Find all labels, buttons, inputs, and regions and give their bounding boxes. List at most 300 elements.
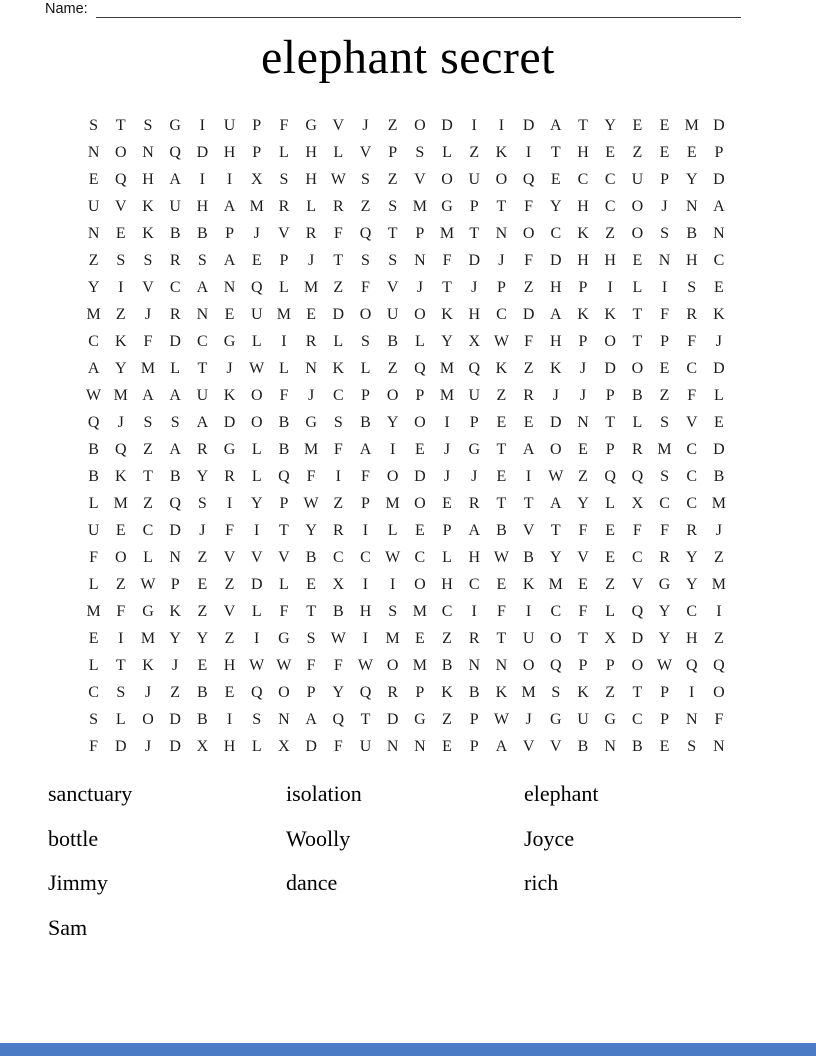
grid-letter: N	[223, 278, 236, 296]
grid-letter: L	[88, 494, 99, 512]
grid-letter: Q	[250, 683, 263, 701]
grid-letter: U	[631, 170, 644, 188]
grid-letter: Z	[442, 629, 452, 647]
grid-letter: C	[88, 683, 99, 701]
grid-letter: P	[170, 575, 180, 593]
grid-letter: V	[278, 224, 290, 242]
grid-letter: N	[658, 251, 671, 269]
grid-letter: A	[522, 440, 535, 458]
grid-letter: I	[226, 710, 233, 728]
grid-letter: T	[143, 467, 153, 485]
grid-letter: L	[387, 521, 398, 539]
grid-letter: D	[522, 305, 535, 323]
grid-letter: O	[414, 116, 426, 134]
grid-letter: U	[468, 386, 480, 404]
grid-letter: M	[140, 629, 156, 647]
grid-letter: D	[169, 521, 181, 539]
grid-letter: H	[577, 251, 589, 269]
grid-letter: P	[252, 116, 262, 134]
grid-letter: Y	[196, 467, 209, 485]
grid-letter: E	[442, 737, 452, 755]
grid-letter: Y	[386, 413, 399, 431]
grid-letter: P	[605, 440, 615, 458]
grid-letter: O	[604, 332, 616, 350]
grid-letter: P	[496, 278, 506, 296]
grid-letter: M	[113, 494, 128, 512]
grid-letter: H	[685, 629, 698, 647]
grid-letter: P	[252, 143, 262, 161]
grid-letter: D	[713, 359, 725, 377]
grid-letter: B	[387, 332, 398, 350]
grid-letter: M	[711, 575, 727, 593]
grid-letter: Q	[87, 413, 100, 431]
grid-letter: W	[140, 575, 156, 593]
grid-letter: W	[548, 467, 564, 485]
grid-letter: H	[468, 548, 480, 566]
grid-letter: P	[361, 386, 370, 404]
grid-letter: A	[468, 521, 480, 539]
grid-letter: J	[226, 359, 233, 377]
grid-letter: U	[196, 386, 209, 404]
grid-letter: I	[254, 521, 260, 539]
grid-letter: O	[115, 548, 127, 566]
grid-letter: L	[88, 575, 99, 593]
grid-letter: L	[605, 602, 616, 620]
grid-letter: E	[251, 251, 262, 269]
grid-letter: L	[360, 359, 371, 377]
grid-letter: P	[578, 278, 588, 296]
grid-letter: F	[279, 116, 289, 134]
grid-letter: C	[686, 440, 698, 458]
grid-letter: K	[495, 143, 508, 161]
grid-letter: L	[279, 143, 289, 161]
grid-letter: W	[385, 548, 401, 566]
grid-letter: P	[415, 683, 425, 701]
grid-letter: V	[522, 521, 535, 539]
grid-letter: N	[305, 359, 317, 377]
grid-letter: A	[169, 386, 181, 404]
grid-letter: T	[550, 143, 561, 161]
grid-letter: V	[278, 548, 290, 566]
grid-letter: G	[468, 440, 480, 458]
grid-letter: K	[604, 305, 616, 323]
grid-letter: J	[199, 521, 206, 539]
grid-letter: G	[278, 629, 290, 647]
grid-letter: Z	[714, 548, 724, 566]
grid-letter: E	[88, 629, 99, 647]
grid-letter: W	[249, 656, 265, 674]
grid-letter: S	[89, 710, 99, 728]
grid-letter: W	[330, 170, 346, 188]
grid-letter: R	[169, 305, 181, 323]
grid-letter: T	[387, 224, 398, 242]
grid-letter: C	[441, 602, 453, 620]
grid-letter: H	[577, 197, 589, 215]
word-item: Joyce	[524, 825, 575, 851]
grid-letter: Q	[332, 710, 345, 728]
grid-letter: Y	[441, 332, 453, 350]
grid-letter: I	[444, 413, 450, 431]
grid-letter: C	[468, 575, 480, 593]
grid-letter: L	[143, 548, 153, 566]
grid-letter: E	[605, 548, 616, 566]
grid-letter: W	[86, 386, 102, 404]
grid-letter: Q	[115, 170, 127, 188]
grid-letter: Q	[359, 683, 372, 701]
grid-letter: V	[414, 170, 426, 188]
grid-letter: W	[656, 656, 673, 674]
grid-letter: M	[303, 440, 319, 458]
grid-letter: W	[330, 629, 346, 647]
grid-letter: C	[332, 548, 344, 566]
grid-letter: Z	[360, 197, 371, 215]
grid-letter: D	[631, 629, 644, 647]
grid-letter: Q	[169, 494, 181, 512]
grid-letter: B	[197, 224, 208, 242]
grid-letter: S	[361, 251, 370, 269]
grid-letter: F	[578, 521, 588, 539]
grid-letter: D	[196, 143, 209, 161]
grid-letter: L	[442, 143, 452, 161]
grid-letter: M	[412, 197, 427, 215]
grid-letter: D	[305, 737, 317, 755]
grid-letter: A	[223, 197, 236, 215]
grid-letter: Y	[685, 575, 698, 593]
grid-letter: O	[522, 224, 535, 242]
grid-letter: C	[577, 170, 589, 188]
grid-letter: L	[170, 359, 181, 377]
grid-letter: C	[686, 359, 698, 377]
grid-letter: S	[415, 143, 425, 161]
grid-letter: H	[550, 278, 562, 296]
grid-letter: R	[169, 251, 181, 269]
grid-letter: O	[414, 494, 426, 512]
grid-letter: L	[279, 359, 289, 377]
grid-letter: P	[225, 224, 234, 242]
grid-letter: T	[578, 116, 588, 134]
grid-letter: V	[223, 602, 236, 620]
grid-letter: H	[441, 575, 453, 593]
grid-letter: F	[524, 332, 534, 350]
grid-letter: I	[661, 278, 668, 296]
grid-letter: K	[522, 575, 535, 593]
grid-letter: L	[88, 656, 99, 674]
page-title: elephant secret	[261, 31, 555, 84]
grid-letter: B	[305, 548, 317, 566]
grid-letter: T	[442, 278, 452, 296]
grid-letter: O	[441, 170, 453, 188]
grid-letter: U	[522, 629, 535, 647]
grid-letter: F	[687, 332, 697, 350]
grid-letter: F	[333, 656, 343, 674]
grid-letter: Z	[605, 224, 616, 242]
letter-grid	[80, 112, 733, 760]
grid-letter: J	[307, 386, 315, 404]
grid-letter: N	[713, 737, 725, 755]
grid-letter: R	[305, 224, 317, 242]
grid-letter: E	[197, 575, 208, 593]
grid-letter: Z	[714, 629, 724, 647]
grid-letter: E	[605, 521, 616, 539]
grid-letter: F	[306, 467, 316, 485]
grid-letter: Z	[387, 170, 398, 188]
grid-letter: R	[197, 440, 208, 458]
grid-letter: X	[604, 629, 616, 647]
grid-letter: N	[685, 710, 698, 728]
grid-letter: R	[224, 467, 235, 485]
grid-letter: I	[471, 602, 477, 620]
grid-letter: V	[359, 143, 372, 161]
grid-letter: U	[468, 170, 480, 188]
grid-letter: E	[496, 413, 507, 431]
grid-letter: M	[86, 305, 101, 323]
grid-letter: U	[386, 305, 399, 323]
grid-letter: Z	[88, 251, 99, 269]
grid-letter: C	[659, 494, 670, 512]
grid-letter: P	[469, 197, 479, 215]
grid-letter: U	[169, 197, 181, 215]
grid-letter: E	[659, 737, 670, 755]
grid-letter: A	[196, 413, 209, 431]
grid-letter: Q	[250, 278, 263, 296]
grid-letter: S	[143, 413, 153, 431]
grid-letter: J	[715, 521, 723, 539]
grid-letter: M	[711, 494, 727, 512]
grid-letter: S	[551, 683, 561, 701]
grid-letter: N	[169, 548, 181, 566]
grid-letter: D	[441, 116, 453, 134]
grid-letter: N	[386, 737, 399, 755]
grid-letter: H	[305, 143, 317, 161]
grid-letter: M	[113, 386, 128, 404]
grid-letter: A	[550, 116, 562, 134]
grid-letter: U	[87, 521, 100, 539]
grid-letter: S	[197, 494, 207, 512]
grid-letter: J	[471, 278, 478, 296]
grid-letter: P	[469, 737, 479, 755]
grid-letter: E	[632, 116, 643, 134]
grid-letter: O	[522, 656, 535, 674]
grid-letter: S	[170, 413, 180, 431]
grid-letter: F	[361, 467, 370, 485]
grid-letter: L	[714, 386, 724, 404]
grid-letter: R	[686, 305, 698, 323]
grid-letter: B	[632, 386, 643, 404]
grid-letter: N	[414, 737, 426, 755]
grid-letter: E	[88, 170, 99, 188]
grid-letter: T	[605, 413, 616, 431]
grid-letter: S	[143, 251, 153, 269]
grid-letter: I	[281, 332, 287, 350]
grid-letter: J	[416, 278, 423, 296]
grid-letter: O	[115, 143, 127, 161]
grid-letter: J	[144, 305, 152, 323]
grid-letter: Q	[604, 467, 616, 485]
grid-letter: Y	[250, 494, 263, 512]
grid-letter: L	[251, 737, 262, 755]
grid-letter: F	[279, 602, 289, 620]
grid-letter: F	[116, 602, 126, 620]
grid-letter: R	[686, 521, 698, 539]
grid-letter: S	[388, 602, 398, 620]
grid-letter: Z	[387, 116, 398, 134]
grid-letter: N	[604, 737, 616, 755]
grid-letter: Q	[713, 656, 725, 674]
grid-letter: C	[686, 494, 698, 512]
grid-letter: O	[631, 197, 644, 215]
grid-letter: A	[142, 386, 154, 404]
grid-letter: Z	[143, 494, 153, 512]
grid-letter: R	[659, 548, 670, 566]
grid-letter: P	[605, 656, 615, 674]
grid-letter: L	[251, 602, 262, 620]
grid-letter: V	[115, 197, 127, 215]
grid-letter: V	[142, 278, 154, 296]
grid-letter: T	[360, 710, 371, 728]
grid-letter: O	[250, 413, 263, 431]
grid-letter: Z	[659, 386, 670, 404]
grid-letter: A	[550, 494, 562, 512]
grid-letter: O	[414, 413, 426, 431]
grid-letter: C	[713, 251, 725, 269]
grid-letter: E	[224, 683, 235, 701]
grid-letter: K	[223, 386, 236, 404]
grid-letter: P	[578, 332, 588, 350]
grid-letter: X	[250, 170, 263, 188]
grid-letter: I	[226, 494, 233, 512]
grid-letter: K	[713, 305, 725, 323]
grid-letter: V	[332, 116, 345, 134]
grid-letter: E	[605, 143, 616, 161]
grid-letter: Z	[170, 683, 181, 701]
grid-letter: A	[713, 197, 725, 215]
grid-letter: Y	[658, 602, 671, 620]
grid-letter: K	[495, 683, 508, 701]
grid-letter: C	[686, 467, 698, 485]
grid-letter: B	[88, 440, 99, 458]
grid-letter: Q	[468, 359, 480, 377]
grid-letter: D	[115, 737, 127, 755]
grid-letter: B	[577, 737, 589, 755]
grid-letter: Z	[197, 548, 208, 566]
grid-letter: F	[361, 278, 370, 296]
grid-letter: B	[468, 683, 480, 701]
grid-letter: D	[332, 305, 345, 323]
grid-letter: V	[386, 278, 399, 296]
grid-letter: C	[604, 197, 616, 215]
grid-letter: F	[442, 251, 452, 269]
grid-letter: O	[495, 170, 508, 188]
grid-letter: M	[412, 656, 427, 674]
grid-letter: V	[250, 548, 263, 566]
grid-letter: H	[196, 197, 209, 215]
grid-letter: D	[169, 710, 181, 728]
word-item: Jimmy	[48, 870, 108, 895]
grid-letter: Q	[550, 656, 562, 674]
grid-letter: I	[362, 575, 369, 593]
grid-letter: I	[389, 575, 396, 593]
grid-letter: A	[169, 440, 181, 458]
grid-letter: G	[414, 710, 426, 728]
grid-letter: E	[714, 278, 724, 296]
grid-letter: A	[169, 170, 181, 188]
grid-letter: E	[659, 143, 670, 161]
grid-letter: S	[143, 116, 153, 134]
grid-letter: T	[115, 656, 126, 674]
word-item: rich	[524, 870, 559, 895]
grid-letter: Z	[469, 143, 480, 161]
grid-letter: L	[414, 332, 425, 350]
grid-letter: U	[577, 710, 589, 728]
grid-letter: R	[468, 494, 480, 512]
grid-letter: S	[116, 251, 126, 269]
grid-letter: K	[332, 359, 345, 377]
grid-letter: F	[687, 386, 697, 404]
grid-letter: B	[88, 467, 99, 485]
grid-letter: F	[578, 602, 588, 620]
grid-letter: H	[223, 656, 236, 674]
grid-letter: J	[661, 197, 668, 215]
grid-letter: K	[169, 602, 181, 620]
grid-letter: I	[498, 116, 505, 134]
name-blank-line	[96, 2, 741, 18]
grid-letter: P	[660, 170, 669, 188]
grid-letter: A	[550, 305, 562, 323]
grid-letter: T	[496, 197, 507, 215]
grid-letter: N	[87, 224, 100, 242]
grid-letter: A	[305, 710, 317, 728]
grid-letter: E	[714, 413, 724, 431]
grid-letter: Z	[523, 359, 534, 377]
grid-letter: I	[607, 278, 613, 296]
grid-letter: Z	[224, 575, 235, 593]
grid-letter: O	[713, 683, 725, 701]
grid-letter: J	[579, 359, 587, 377]
grid-letter: D	[550, 251, 562, 269]
grid-letter: N	[713, 224, 725, 242]
grid-letter: X	[278, 737, 290, 755]
word-item: isolation	[286, 781, 362, 806]
grid-letter: B	[169, 467, 181, 485]
grid-letter: J	[525, 710, 532, 728]
grid-letter: L	[632, 278, 643, 296]
grid-letter: B	[632, 737, 643, 755]
grid-letter: H	[550, 332, 562, 350]
grid-letter: D	[713, 440, 725, 458]
grid-letter: H	[359, 602, 372, 620]
grid-letter: V	[550, 737, 562, 755]
grid-letter: G	[142, 602, 154, 620]
grid-letter: E	[632, 251, 643, 269]
grid-letter: G	[305, 116, 317, 134]
grid-letter: F	[496, 602, 506, 620]
grid-letter: R	[523, 386, 534, 404]
grid-letter: F	[660, 305, 669, 323]
grid-letter: F	[333, 224, 343, 242]
grid-letter: G	[604, 710, 616, 728]
word-item: elephant	[524, 781, 599, 806]
grid-letter: M	[657, 440, 672, 458]
grid-letter: W	[357, 656, 374, 674]
grid-letter: Y	[685, 170, 698, 188]
grid-letter: B	[496, 521, 507, 539]
grid-letter: W	[249, 359, 265, 377]
grid-letter: K	[115, 467, 127, 485]
grid-letter: Y	[332, 683, 345, 701]
grid-letter: E	[414, 629, 425, 647]
grid-letter: O	[250, 386, 263, 404]
grid-letter: X	[468, 332, 480, 350]
